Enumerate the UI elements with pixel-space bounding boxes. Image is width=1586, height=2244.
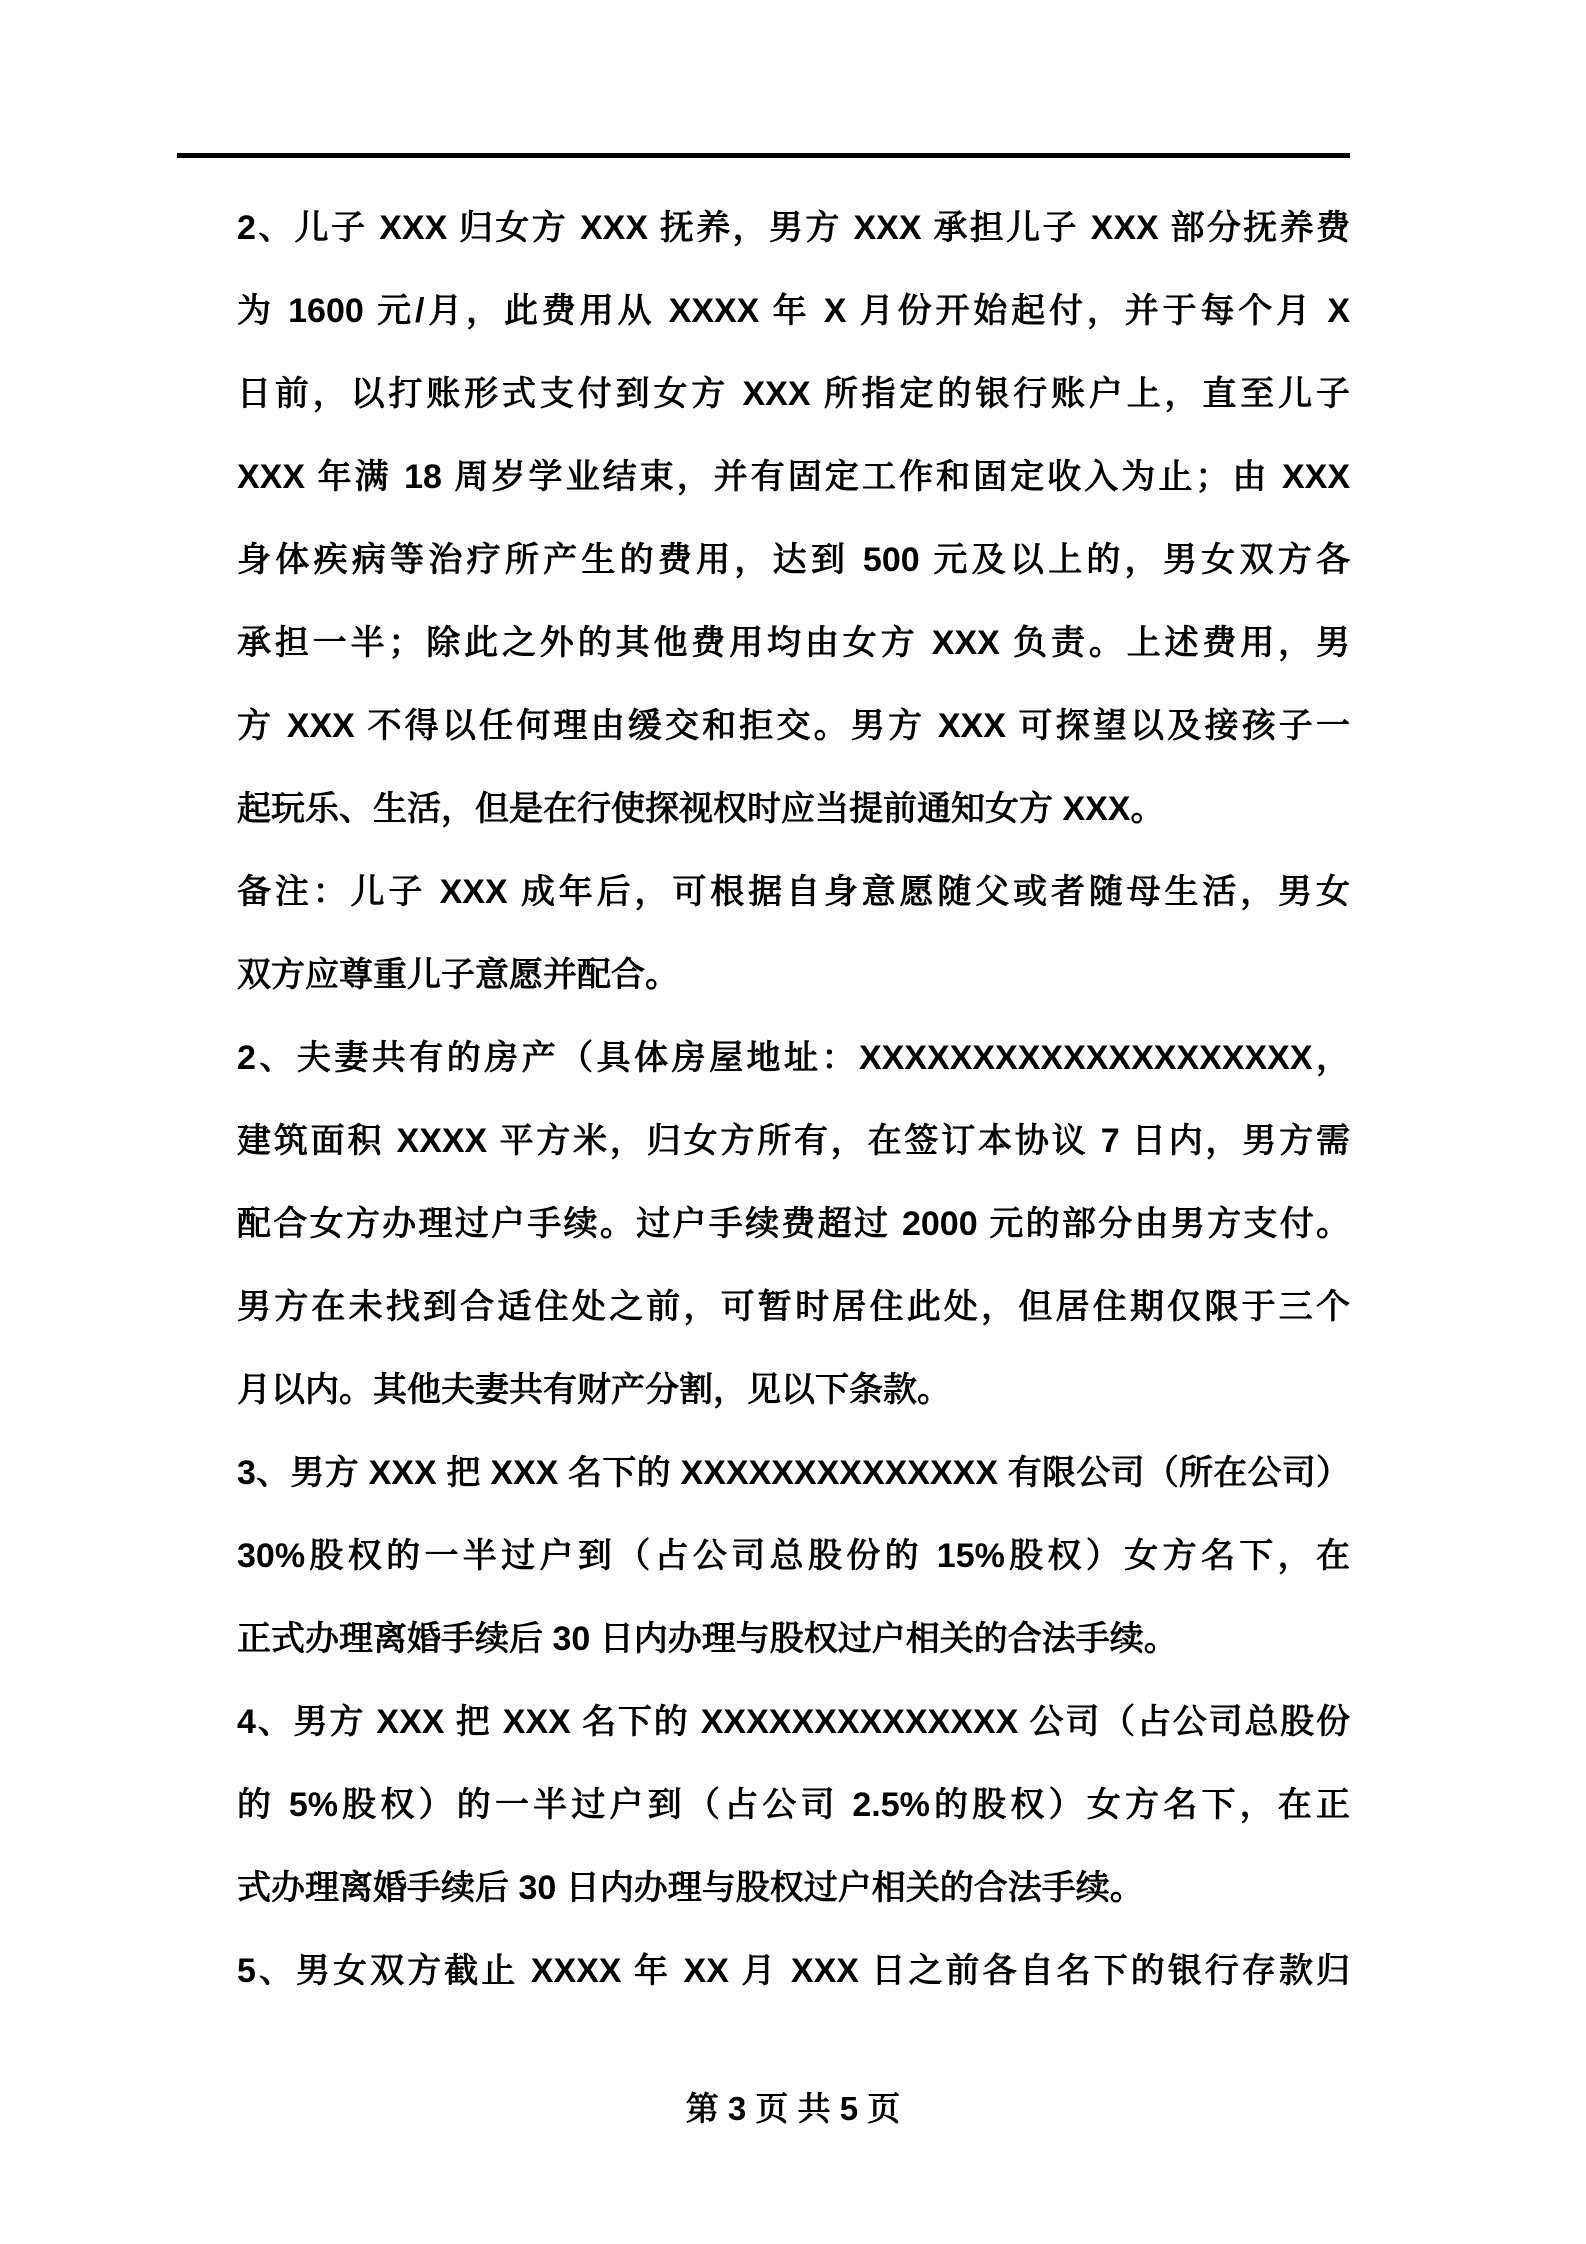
document-line: XXX 年满 18 周岁学业结束，并有固定工作和固定收入为止；由 XXX bbox=[237, 458, 1350, 496]
document-line: 日前，以打账形式支付到女方 XXX 所指定的银行账户上，直至儿子 bbox=[237, 375, 1350, 413]
document-line: 承担一半；除此之外的其他费用均由女方 XXX 负责。上述费用，男 bbox=[237, 624, 1350, 662]
document-line: 2、夫妻共有的房产（具体房屋地址：XXXXXXXXXXXXXXXXXXXX， bbox=[237, 1039, 1350, 1077]
document-line: 式办理离婚手续后 30 日内办理与股权过户相关的合法手续。 bbox=[237, 1869, 1144, 1907]
document-line: 2、儿子 XXX 归女方 XXX 抚养，男方 XXX 承担儿子 XXX 部分抚养费 bbox=[237, 209, 1350, 247]
document-line: 正式办理离婚手续后 30 日内办理与股权过户相关的合法手续。 bbox=[237, 1620, 1178, 1658]
document-line: 月以内。其他夫妻共有财产分割，见以下条款。 bbox=[237, 1371, 951, 1409]
document-line: 30%股权的一半过户到（占公司总股份的 15%股权）女方名下，在 bbox=[237, 1537, 1350, 1575]
document-line: 5、男女双方截止 XXXX 年 XX 月 XXX 日之前各自名下的银行存款归 bbox=[237, 1952, 1350, 1990]
document-line: 4、男方 XXX 把 XXX 名下的 XXXXXXXXXXXXXX 公司（占公司总股份 bbox=[237, 1703, 1350, 1741]
document-line: 男方在未找到合适住处之前，可暂时居住此处，但居住期仅限于三个 bbox=[237, 1288, 1350, 1326]
document-line: 双方应尊重儿子意愿并配合。 bbox=[237, 956, 679, 994]
document-line: 起玩乐、生活，但是在行使探视权时应当提前通知女方 XXX。 bbox=[237, 790, 1165, 828]
document-line: 配合女方办理过户手续。过户手续费超过 2000 元的部分由男方支付。 bbox=[237, 1205, 1350, 1243]
document-line: 为 1600 元/月，此费用从 XXXX 年 X 月份开始起付，并于每个月 X bbox=[237, 292, 1350, 330]
body-text bbox=[237, 187, 1350, 2013]
document-line: 建筑面积 XXXX 平方米，归女方所有，在签订本协议 7 日内，男方需 bbox=[237, 1122, 1350, 1160]
document-line: 身体疾病等治疗所产生的费用，达到 500 元及以上的，男女双方各 bbox=[237, 541, 1350, 579]
document-line: 3、男方 XXX 把 XXX 名下的 XXXXXXXXXXXXXX 有限公司（所在公司） bbox=[237, 1454, 1350, 1492]
header-rule bbox=[177, 153, 1350, 158]
document-line: 的 5%股权）的一半过户到（占公司 2.5%的股权）女方名下，在正 bbox=[237, 1786, 1350, 1824]
document-line: 方 XXX 不得以任何理由缓交和拒交。男方 XXX 可探望以及接孩子一 bbox=[237, 707, 1350, 745]
page-footer: 第 3 页 共 5 页 bbox=[685, 2090, 901, 2127]
document-line: 备注：儿子 XXX 成年后，可根据自身意愿随父或者随母生活，男女 bbox=[237, 873, 1350, 911]
